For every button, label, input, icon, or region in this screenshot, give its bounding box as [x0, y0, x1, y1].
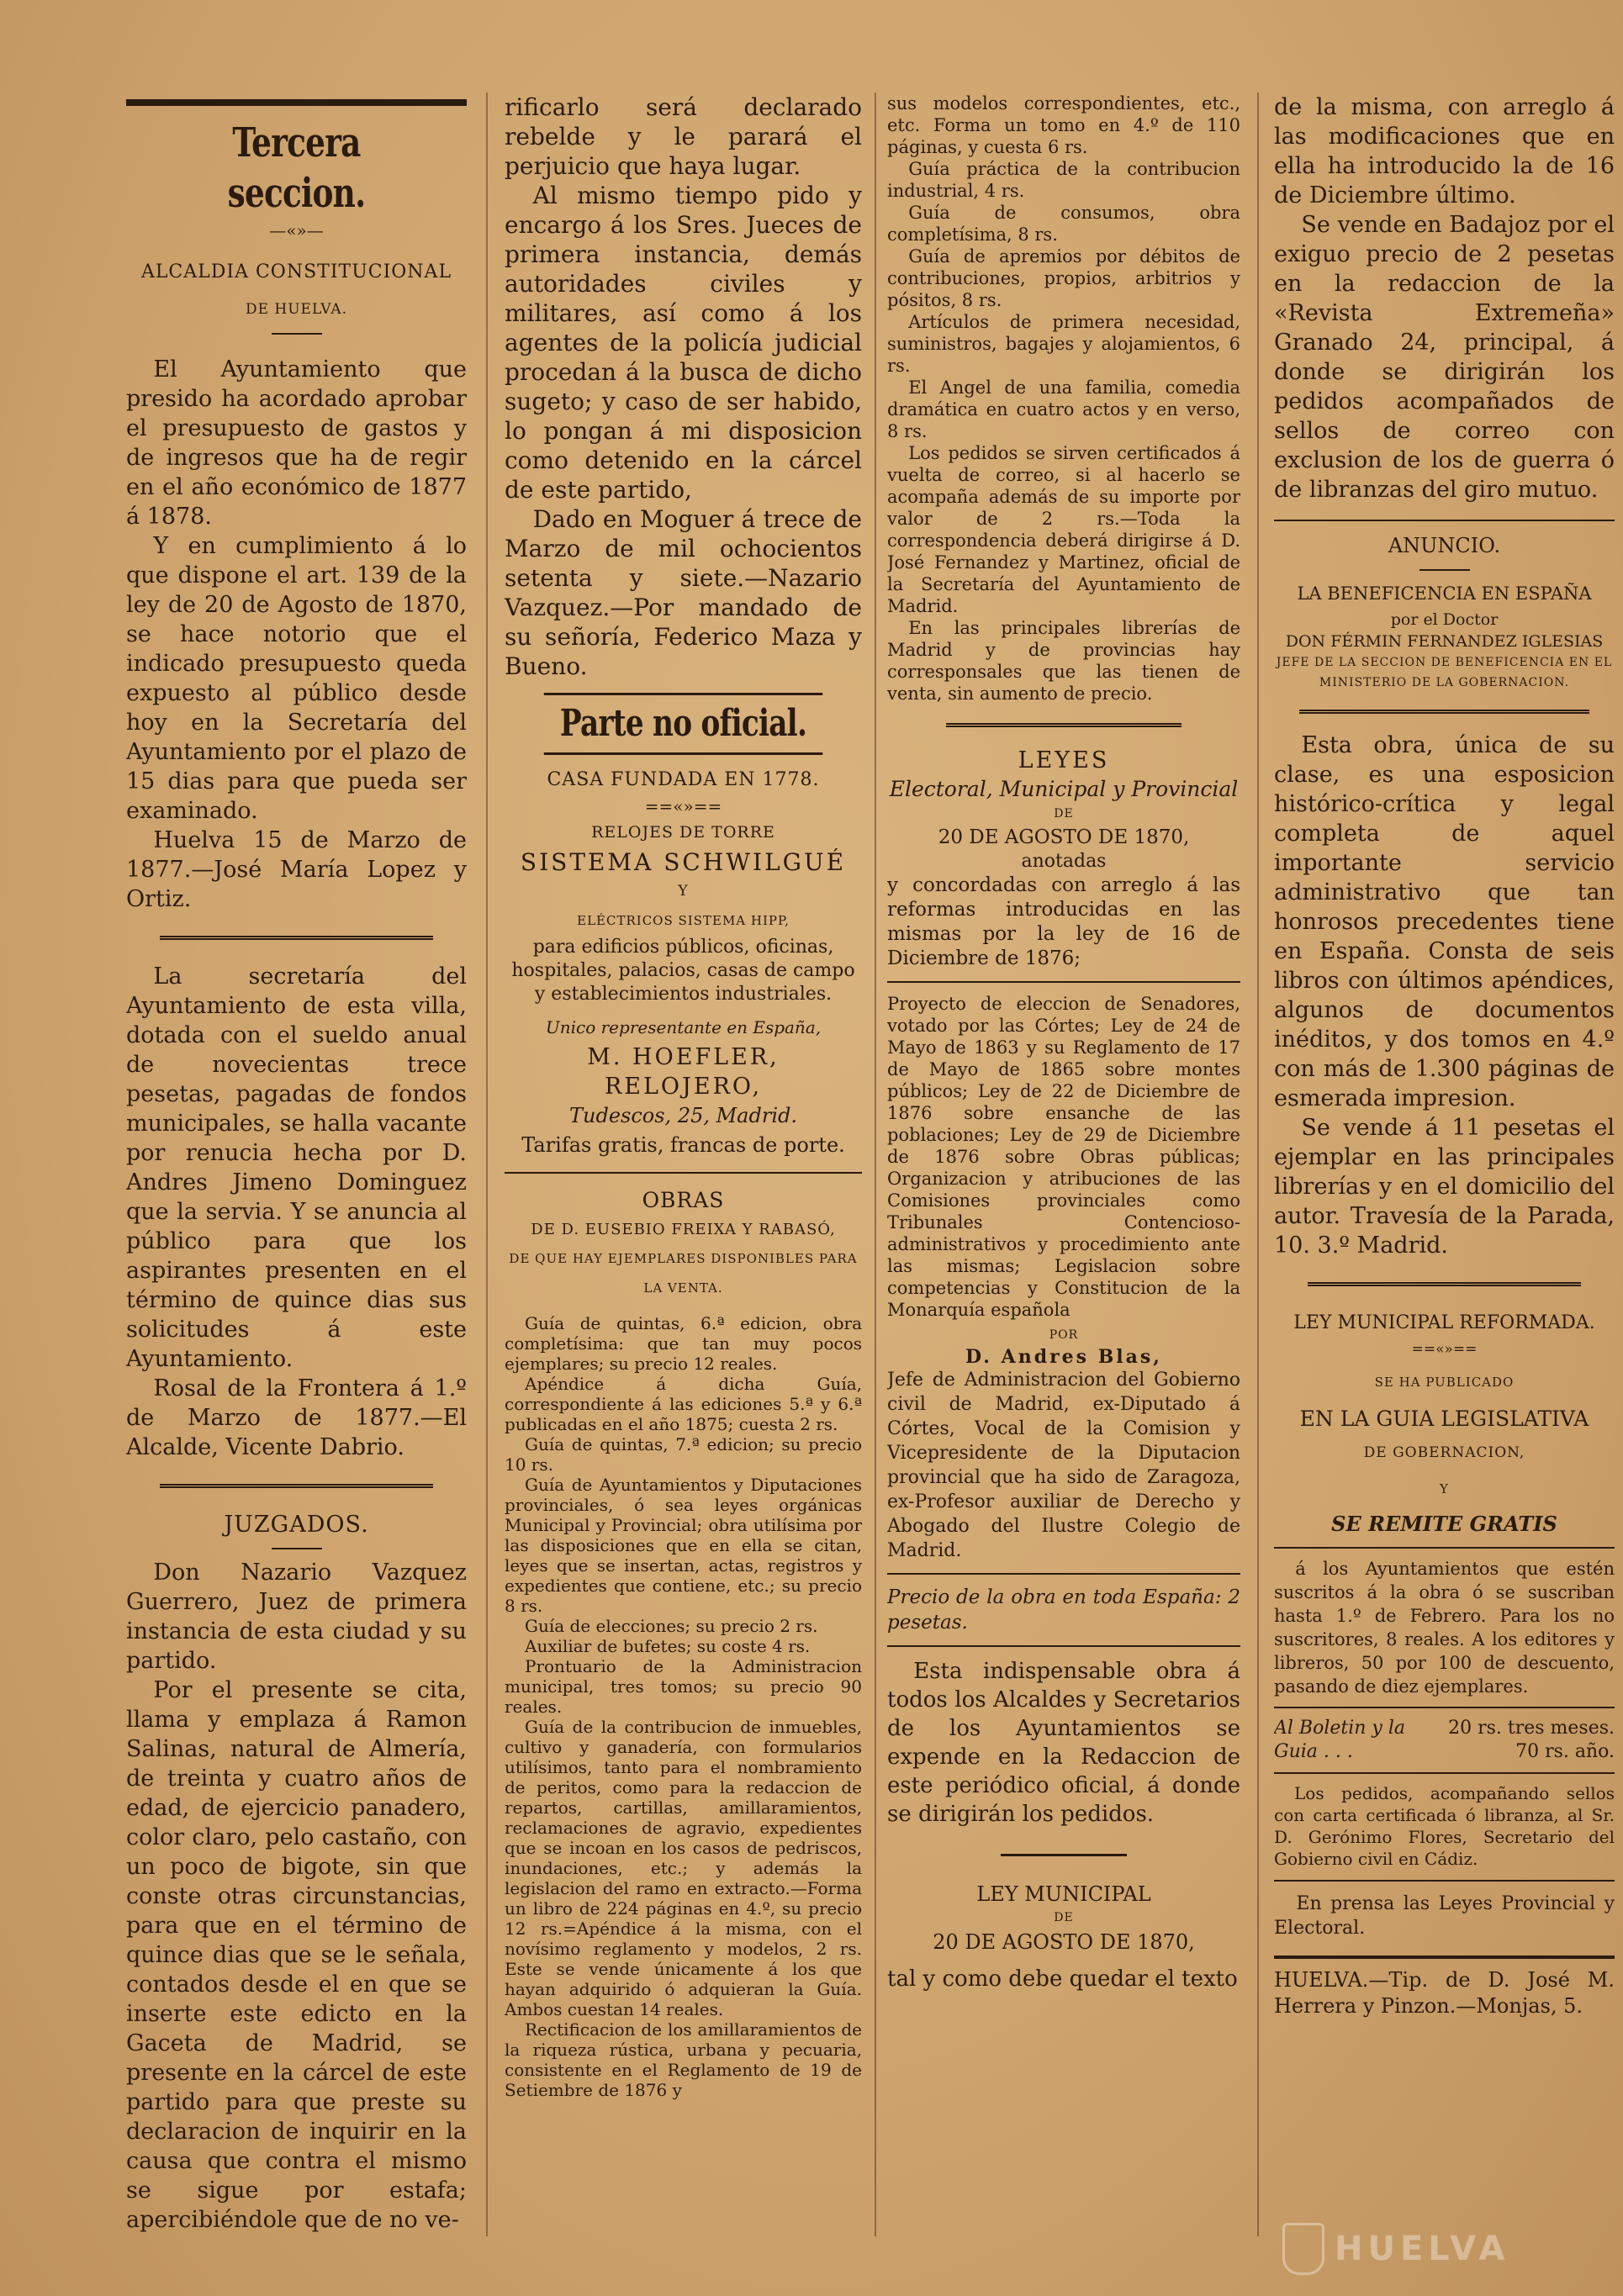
paragraph: Los pedidos, acompañando sellos con carta certificada ó libranza, al Sr. D. Gerónimo Flores, Secretario del Gobierno civil en Cádiz. — [1274, 1783, 1615, 1869]
leyes-fecha: 20 DE AGOSTO DE 1870, — [938, 826, 1190, 848]
separator — [1274, 1880, 1615, 1882]
de-label: DE — [1054, 807, 1074, 821]
autor-desc: Jefe de Administracion del Gobierno civil de Madrid, ex-Diputado á Córtes, Vocal de la Comision y Vicepresidente de la Diputacion provincial que ha sido de Zaragoza, ex-Profesor auxiliar de Derecho y Abogado del Ilustre Colegio de Madrid. — [887, 1370, 1240, 1561]
price-row — [1274, 1717, 1615, 1740]
sistema: SISTEMA SCHWILGUÉ — [520, 848, 847, 876]
column-rule — [1257, 92, 1259, 2236]
list-item: En las principales librerías de Madrid y de provincias hay corresponsales que las tienen de venta, sin aumento de precio. — [887, 618, 1240, 704]
boletin-prices — [1274, 1717, 1615, 1764]
guia-legislativa: EN LA GUIA LEGISLATIVA — [1299, 1407, 1589, 1431]
list-item: Rectificacion de los amillaramientos de la riqueza rústica, urbana y pecuaria, consistente en el Reglamento de 19 de Setiembre de 1876 y — [505, 2019, 862, 2100]
paragraph: La secretaría del Ayuntamiento de esta villa, dotada con el sueldo anual de novecientas trece pesetas, pagadas de fondos municipales, se halla vacante por renucia hecha por D. Andres Jimeno Dominguez que la servia. Y se anuncia al público para que los aspirantes presenten en el término de quince dias sus solicitudes á este Ayuntamiento. — [126, 963, 467, 1372]
watermark-text: HUELVA — [1335, 2230, 1510, 2268]
paragraph: Rosal de la Frontera á 1.º de Marzo de 1877.—El Alcalde, Vicente Dabrio. — [126, 1375, 467, 1460]
relojes: RELOJES DE TORRE — [591, 823, 775, 842]
ornament: ==«»== — [1411, 1341, 1478, 1358]
price-label: Al Boletin y la — [1274, 1718, 1405, 1739]
unico: Unico representante en España, — [545, 1017, 822, 1037]
obras-list — [505, 1313, 862, 2100]
doctor-name: DON FÉRMIN FERNANDEZ IGLESIAS — [1285, 632, 1604, 651]
list-item: Artículos de primera necesidad, suministros, bagajes y alojamientos, 6 rs. — [887, 312, 1240, 376]
separator — [160, 1484, 433, 1488]
beneficencia-title: LA BENEFICENCIA EN ESPAÑA — [1297, 583, 1592, 604]
separator — [946, 723, 1182, 727]
anotadas: anotadas — [1021, 851, 1107, 872]
paragraph: Y en cumplimiento á lo que dispone el art. 139 de la ley de 20 de Agosto de 1870, se hace notorio que el indicado presupuesto queda expuesto al público desde hoy en la Secretaría del Ayuntamiento por el plazo de 15 dias para que pueda ser examinado. — [126, 533, 467, 824]
separator — [505, 1172, 862, 1174]
paragraph: Por el presente se cita, llama y emplaza á Ramon Salinas, natural de Almería, de treinta y cuatro años de edad, de ejercicio panadero, color claro, pelo castaño, con un poco de bigote, sin que conste otras circunstancias, para que en el término de quince dias que se le señala, contados desde el en que se inserte este edicto en la Gaceta de Madrid, se presente en la cárcel de este partido para que preste su declaracion de inquirir en la causa que contra el mismo se sigue por estafa; apercibiéndole que de no ve- — [126, 1677, 467, 2233]
alcaldia-title: ALCALDIA CONSTITUCIONAL — [140, 261, 452, 282]
separator — [887, 1573, 1240, 1575]
top-rule — [126, 99, 467, 106]
indispensable: Esta indispensable obra á todos los Alcaldes y Secretarios de los Ayuntamientos se expende en la Redaccion de este periódico oficial, á donde se dirigirán los pedidos. — [887, 1659, 1240, 1827]
tal-como: tal y como debe quedar el texto — [887, 1966, 1238, 1992]
list-item: Guía de la contribucion de inmuebles, cultivo y ganadería, con formularios utilísimos, tanto para el nombramiento de peritos, como para la redaccion de repartos, cartillas, amillaramientos, reclamaciones de agravio, expedientes que se incoan en los casos de pedriscos, inundaciones, etc.; y además la legislacion del ramo en extracto.—Forma un libro de 224 páginas en 4.º, su precio 12 rs.=Apéndice á la misma, con el novísimo reglamento y modelos, 2 rs. Este se vende únicamente á los que hayan adquirido ó adquieran la Guía. Ambos cuestan 14 reales. — [505, 1717, 862, 2019]
list-item: Guía de consumos, obra completísima, 8 rs. — [887, 203, 1240, 245]
autor: D. Andres Blas, — [965, 1346, 1162, 1368]
paragraph: Don Nazario Vazquez Guerrero, Juez de primera instancia de esta ciudad y su partido. — [126, 1560, 467, 1674]
parte-title: Parte no oficial. — [544, 693, 823, 755]
price-label: Guia . . . — [1274, 1741, 1353, 1762]
separator — [1001, 1854, 1127, 1856]
list-item: Prontuario de la Administracion municipal, tres tomos; su precio 90 reales. — [505, 1656, 862, 1717]
separator — [1299, 710, 1589, 714]
paragraph: En prensa las Leyes Provincial y Electoral. — [1274, 1893, 1615, 1939]
separator — [160, 936, 433, 940]
separator — [887, 1645, 1240, 1647]
imprenta: HUELVA.—Tip. de D. José M. Herrera y Pinzon.—Monjas, 5. — [1274, 1968, 1615, 2018]
library-watermark — [1282, 2224, 1602, 2274]
price-row — [1274, 1740, 1615, 1764]
de-label: DE — [1054, 1911, 1074, 1924]
hoefler: M. HOEFLER, RELOJERO, — [587, 1044, 780, 1100]
short-rule — [272, 333, 322, 335]
column-rule — [486, 92, 488, 2236]
concordadas: y concordadas con arreglo á las reformas introducidas en las mismas por la ley de 16 de Diciembre de 1876; — [887, 874, 1240, 969]
column-rule — [875, 92, 876, 2236]
de-gobernacion: DE GOBERNACION, — [1363, 1444, 1525, 1461]
ornament: ==«»== — [644, 796, 722, 816]
list-item: Guía de elecciones; su precio 2 rs. — [525, 1616, 818, 1636]
anuncio-title: ANUNCIO. — [1388, 534, 1501, 557]
leyes-title: LEYES — [1018, 747, 1110, 773]
separator — [1274, 1772, 1615, 1774]
separator — [1308, 1282, 1581, 1286]
paragraph: Esta obra, única de su clase, es una esposicion histórico-crítica y legal completa de aquel importante servicio administrativo que tan honrosos precedentes tiene en España. Consta de seis libros con últimos apéndices, algunos de documentos inéditos, y dos tomos en 4.º con más de 1.300 páginas de esmerada impresion. — [1274, 732, 1615, 1111]
separator — [1274, 1956, 1615, 1959]
price-value: 20 rs. tres meses. — [1448, 1718, 1615, 1739]
paragraph: á los Ayuntamientos que estén suscritos á la obra ó se suscriban hasta 1.º de Febrero. Para los no suscritores, 8 reales. A los editores y libreros, 50 por 100 de descuento, pasando de diez ejemplares. — [1274, 1559, 1615, 1697]
por-label: POR — [1049, 1328, 1079, 1342]
list-item: sus modelos correspondientes, etc., etc. Forma un tomo en 4.º de 110 páginas, y cuesta 6 rs. — [887, 93, 1240, 157]
leyes-subtitle: Electoral, Municipal y Provincial — [889, 777, 1239, 801]
jefe-seccion: JEFE DE LA SECCION DE BENEFICENCIA EN EL MINISTERIO DE LA GOBERNACION. — [1276, 656, 1613, 689]
paragraph: Se vende en Badajoz por el exiguo precio de 2 pesetas en la redaccion de la «Revista Extremeña» Granado 24, principal, á donde se dirigirán los pedidos acompañados de sellos de correo con exclusion de los de guerra ó de libranzas del giro mutuo. — [1274, 212, 1615, 503]
list-item: Guía de quintas, 6.ª edicion, obra completísima: que tan muy pocos ejemplares; su precio 12 reales. — [505, 1313, 862, 1374]
column-1 — [126, 92, 467, 2278]
list-item: Los pedidos se sirven certificados á vuelta de correo, si al hacerlo se acompaña además de su importe por valor de 2 rs.—Toda la correspondencia deberá dirigirse á D. José Fernandez y Martinez, oficial de la Secretaría del Ayuntamiento de Madrid. — [887, 443, 1240, 616]
y-conj: Y — [1440, 1481, 1449, 1496]
list-item: Guía de quintas, 7.ª edicion; su precio 10 rs. — [505, 1434, 862, 1475]
list-item: Auxiliar de bufetes; su coste 4 rs. — [525, 1636, 811, 1656]
paragraph: El Ayuntamiento que presido ha acordado aprobar el presupuesto de gastos y de ingresos que ha de regir en el año económico de 1877 á 1878. — [126, 356, 467, 530]
obras-title: OBRAS — [642, 1188, 725, 1212]
obras-subtitle: DE D. EUSEBIO FREIXA Y RABASÓ, — [531, 1221, 836, 1238]
column-2 — [505, 92, 862, 2278]
separator — [887, 981, 1240, 983]
short-rule — [1419, 569, 1470, 571]
precio: Precio de la obra en toda España: 2 pesetas. — [887, 1586, 1240, 1634]
short-rule — [272, 1548, 322, 1549]
list-item: Guía práctica de la contribucion industrial, 4 rs. — [887, 159, 1240, 201]
se-remite-gratis: SE REMITE GRATIS — [1331, 1512, 1557, 1536]
section-title: Tercera seccion. — [227, 119, 366, 217]
tarifas: Tarifas gratis, francas de porte. — [521, 1133, 845, 1157]
se-ha-publicado: SE HA PUBLICADO — [1374, 1375, 1515, 1390]
casa-title: CASA FUNDADA EN 1778. — [547, 769, 820, 790]
juzgados-title: JUZGADOS. — [224, 1512, 369, 1538]
ley-municipal-fecha: 20 DE AGOSTO DE 1870, — [933, 1930, 1195, 1954]
ley-reformada-title: LEY MUNICIPAL REFORMADA. — [1293, 1312, 1595, 1333]
y-conj: Y — [678, 883, 689, 900]
seal-icon — [1282, 2223, 1324, 2275]
column-4 — [1274, 92, 1615, 2278]
para: para edificios públicos, oficinas, hospitales, palacios, casas de campo y establecimientos industriales. — [511, 937, 855, 1005]
paragraph: rificarlo será declarado rebelde y le parará el perjuicio que haya lugar. — [505, 93, 862, 180]
column-3 — [887, 92, 1240, 2278]
address: Tudescos, 25, Madrid. — [569, 1104, 797, 1127]
obras-subtitle-2: DE QUE HAY EJEMPLARES DISPONIBLES PARA LA VENTA. — [509, 1251, 858, 1296]
proyecto: Proyecto de eleccion de Senadores, votado por las Córtes; Ley de 24 de Mayo de 1863 y su Reglamento de 17 de Mayo de 1865 sobre montes públicos; Ley de 22 de Diciembre de 1876 sobre ensanche de las poblaciones; Ley de 29 de Diciembre de 1876 sobre Obras públicas; Organizacion y atribuciones de las Comisiones provinciales como Tribunales Contencioso-administrativos y procedimiento ante las mismas; Legislacion sobre competencias y Constitucion de la Monarquía española — [887, 994, 1240, 1320]
electricos: ELÉCTRICOS SISTEMA HIPP, — [577, 913, 790, 928]
paragraph: de la misma, con arreglo á las modificaciones que en ella ha introducido la de 16 de Diciembre último. — [1274, 94, 1615, 208]
ley-municipal-title: LEY MUNICIPAL — [976, 1882, 1151, 1906]
paragraph: Dado en Moguer á trece de Marzo de mil ochocientos setenta y siete.—Nazario Vazquez.—Por mandado de su señoría, Federico Maza y Bueno. — [505, 505, 862, 680]
separator — [1274, 520, 1615, 521]
paragraph: Huelva 15 de Marzo de 1877.—José María Lopez y Ortiz. — [126, 827, 467, 912]
list-item: El Angel de una familia, comedia dramática en cuatro actos y en verso, 8 rs. — [887, 377, 1240, 441]
separator — [1274, 1547, 1615, 1549]
ornament: —«»— — [269, 220, 324, 240]
price-value: 70 rs. año. — [1515, 1741, 1615, 1762]
paragraph: Se vende á 11 pesetas el ejemplar en las principales librerías y en el domicilio del autor. Travesía de la Parada, 10. 3.º Madrid. — [1274, 1115, 1615, 1259]
list-item: Guía de Ayuntamientos y Diputaciones provinciales, ó sea leyes orgánicas Municipal y Provincial; obra utilísima por las disposiciones que en ella se citan, leyes que se insertan, actas, registros y expedientes que contiene, etc.; su precio 8 rs. — [505, 1475, 862, 1616]
alcaldia-subtitle: DE HUELVA. — [245, 301, 348, 318]
paragraph: Al mismo tiempo pido y encargo á los Sres. Jueces de primera instancia, demás autoridades civiles y militares, así como á los agentes de la policía judicial procedan á la busca de dicho sugeto; y caso de ser habido, lo pongan á mi disposicion como detenido en la cárcel de este partido, — [505, 182, 862, 504]
list-item: Guía de apremios por débitos de contribuciones, propios, arbitrios y pósitos, 8 rs. — [887, 246, 1240, 310]
separator — [1274, 1707, 1615, 1708]
por-doctor: por el Doctor — [1390, 610, 1499, 629]
list-item: Apéndice á dicha Guía, correspondiente á las ediciones 5.ª y 6.ª publicadas en el año 1875; cuesta 2 rs. — [505, 1374, 862, 1434]
